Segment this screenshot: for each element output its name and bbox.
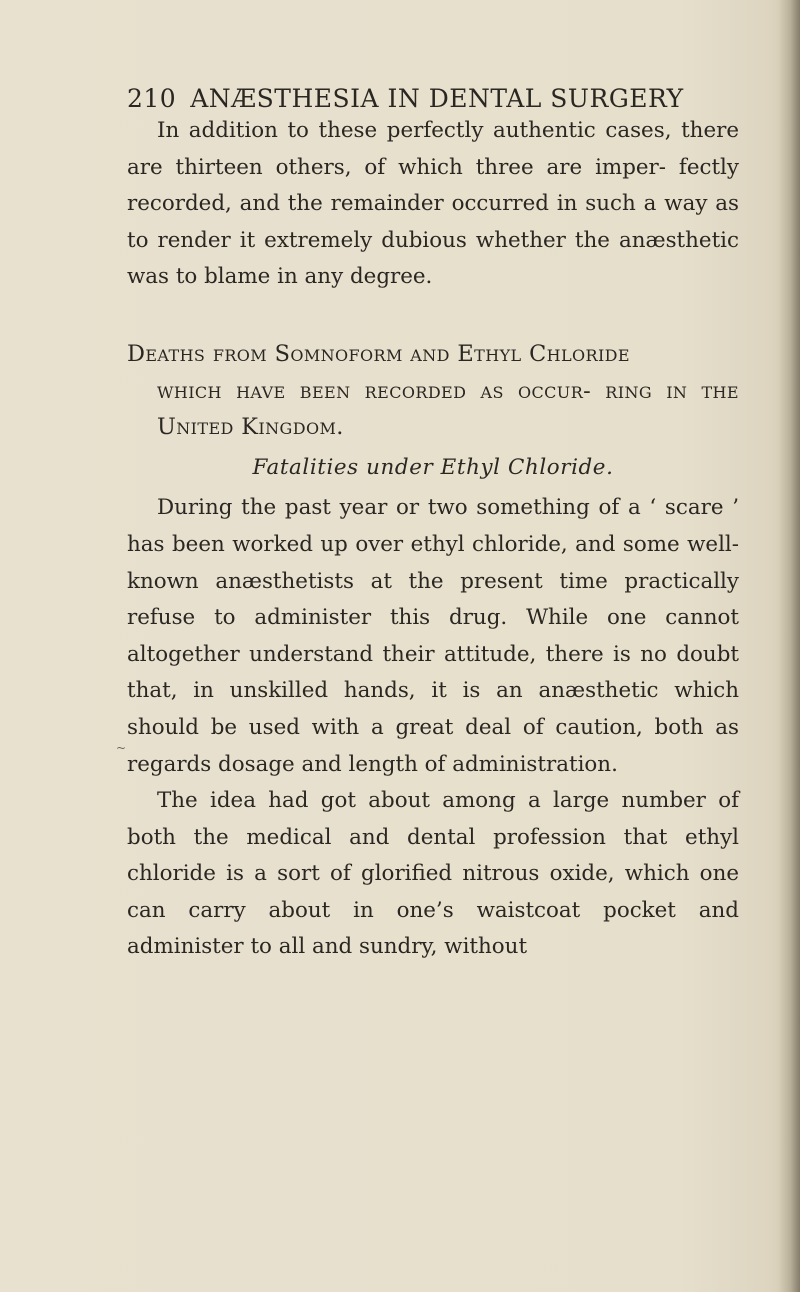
section-heading <box>127 336 739 446</box>
ink-mark: ~ <box>116 741 127 755</box>
section-heading-line-2: which have been recorded as occur- ring in the United Kingdom. <box>157 377 739 441</box>
subheading-fatalities: Fatalities under Ethyl Chloride. <box>252 454 614 480</box>
paragraph-idea: The idea had got about among a large number of both the medical and dental profession that ethyl chloride is a sort of glorified nitrous oxide, which one can carry about in one’s waistcoat pocket and administer to all and sundry, without <box>127 788 739 960</box>
paragraph-authentic-cases: In addition to these perfectly authentic cases, there are thirteen others, of which three are imper- fectly recorded, and the remainder occurred in such a way as to render it extremely dubious whether the anæsthetic was to blame in any degree. <box>127 118 739 290</box>
page-edge-shadow <box>778 0 800 1292</box>
section-heading-line-1: Deaths from Somnoform and Ethyl Chloride <box>127 340 630 367</box>
body-text <box>127 113 739 966</box>
page-number: 210 <box>127 84 177 113</box>
paragraph-scare: During the past year or two something of a ‘ scare ’ has been worked up over ethyl chloride, and some well-known anæsthetists at the present time practically refuse to administer this drug. While one cannot altogether understand their attitude, there is no doubt that, in unskilled hands, it is an anæsthetic which should be used with a great deal of caution, both as regards dosage and length of administration. <box>127 495 739 777</box>
running-title: ANÆSTHESIA IN DENTAL SURGERY <box>190 84 684 113</box>
